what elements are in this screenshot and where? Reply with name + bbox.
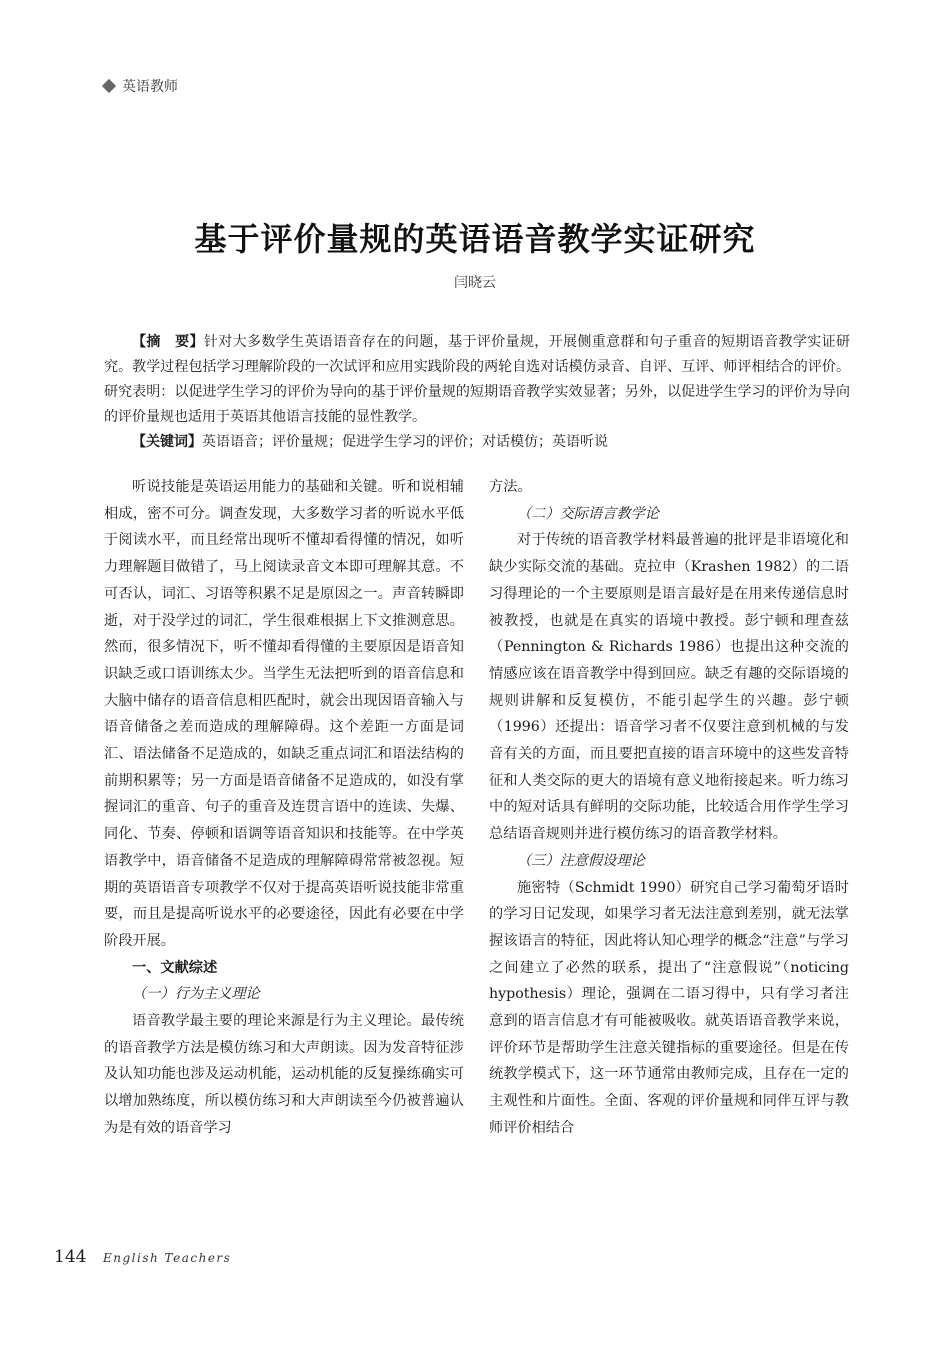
journal-section-header	[104, 76, 178, 96]
body-paragraph: 语音教学最主要的理论来源是行为主义理论。最传统的语音教学方法是模仿练习和大声朗读。因为发音特征涉及认知功能也涉及运动机能，运动机能的反复操练确实可以增加熟练度，所以模仿练习和大声朗读至今仍被普遍认为是有效的语音学习	[104, 1013, 464, 1136]
body-paragraph: 听说技能是英语运用能力的基础和关键。听和说相辅相成，密不可分。调查发现，大多数学习者的听说水平低于阅读水平，而且经常出现听不懂却看得懂的情况，如听力理解题目做错了，马上阅读录音文本即可理解其意。不可否认，词汇、习语等积累不足是原因之一。声音转瞬即逝，对于没学过的词汇，学生很难根据上下文推测意思。然而，很多情况下，听不懂却看得懂的主要原因是语音知识缺乏或口语训练太少。当学生无法把听到的语音信息和大脑中储存的语音信息相匹配时，就会出现因语音输入与语音储备之差而造成的理解障碍。这个差距一方面是词汇、语法储备不足造成的，如缺乏重点词汇和语法结构的前期积累等；另一方面是语音储备不足造成的，如没有掌握词汇的重音、句子的重音及连贯言语中的连读、失爆、同化、节奏、停顿和语调等语音知识和技能等。在中学英语教学中，语音储备不足造成的理解障碍常常被忽视。短期的英语语音专项教学不仅对于提高英语听说技能非常重要，而且是提高听说水平的必要途径，因此有必要在中学阶段开展。	[104, 479, 464, 949]
section-heading: 一、文献综述	[132, 959, 218, 976]
journal-name: English Teachers	[103, 1251, 232, 1265]
section-label: 英语教师	[122, 79, 178, 95]
subsection-heading: （一）行为主义理论	[132, 986, 260, 1003]
abstract-paragraph	[104, 330, 850, 430]
body-paragraph-continued: 方法。	[489, 479, 532, 495]
keywords-line	[104, 430, 850, 455]
article-title: 基于评价量规的英语语音教学实证研究	[194, 220, 756, 258]
article-author: 闫晓云	[454, 275, 496, 291]
subsection-heading: （三）注意假设理论	[517, 852, 645, 869]
body-column-left	[104, 474, 464, 1142]
keywords-label: 【关键词】	[132, 434, 202, 450]
body-paragraph: 施密特（Schmidt 1990）研究自己学习葡萄牙语时的学习日记发现，如果学习者无法注意到差别，就无法掌握该语言的特征，因此将认知心理学的概念“注意”与学习之间建立了必然的联系，提出了“注意假说”（noticing hypothesis）理论，强调在二语习得中，只有学习者注意到的语言信息才有可能被吸收。就英语语音教学来说，评价环节是帮助学生注意关键指标的重要途径。但是在传统教学模式下，这一环节通常由教师完成，且存在一定的主观性和片面性。全面、客观的评价量规和同伴互评与教师评价相结合	[489, 879, 849, 1136]
body-column-right	[489, 474, 849, 1142]
page-number: 144	[54, 1247, 87, 1267]
body-paragraph: 对于传统的语音教学材料最普遍的批评是非语境化和缺少实际交流的基础。克拉申（Krashen 1982）的二语习得理论的一个主要原则是语言最好是在用来传递信息时被教授，也就是在真实的语境中教授。彭宁顿和理查兹（Pennington & Richards 1986）也提出这种交流的情感应该在语音教学中得到回应。缺乏有趣的交际语境的规则讲解和反复模仿，不能引起学生的兴趣。彭宁顿（1996）还提出：语音学习者不仅要注意到机械的与发音有关的方面，而且要把直接的语言环境中的这些发音特征和人类交际的更大的语境有意义地衔接起来。听力练习中的短对话具有鲜明的交际功能，比较适合用作学生学习总结语音规则并进行模仿练习的语音教学材料。	[489, 532, 849, 843]
abstract-label: 【摘 要】	[132, 334, 204, 350]
abstract-text: 针对大多数学生英语语音存在的问题，基于评价量规，开展侧重意群和句子重音的短期语音教学实证研究。教学过程包括学习理解阶段的一次试评和应用实践阶段的两轮自选对话模仿录音、自评、互评、师评相结合的评价。研究表明：以促进学生学习的评价为导向的基于评价量规的短期语音教学实效显著；另外，以促进学生学习的评价为导向的评价量规也适用于英语其他语言技能的显性教学。	[104, 334, 851, 425]
subsection-heading: （二）交际语言教学论	[517, 505, 659, 522]
abstract-block	[104, 330, 850, 455]
keywords-text: 英语语音；评价量规；促进学生学习的评价；对话模仿；英语听说	[202, 434, 608, 450]
diamond-icon	[102, 79, 116, 93]
